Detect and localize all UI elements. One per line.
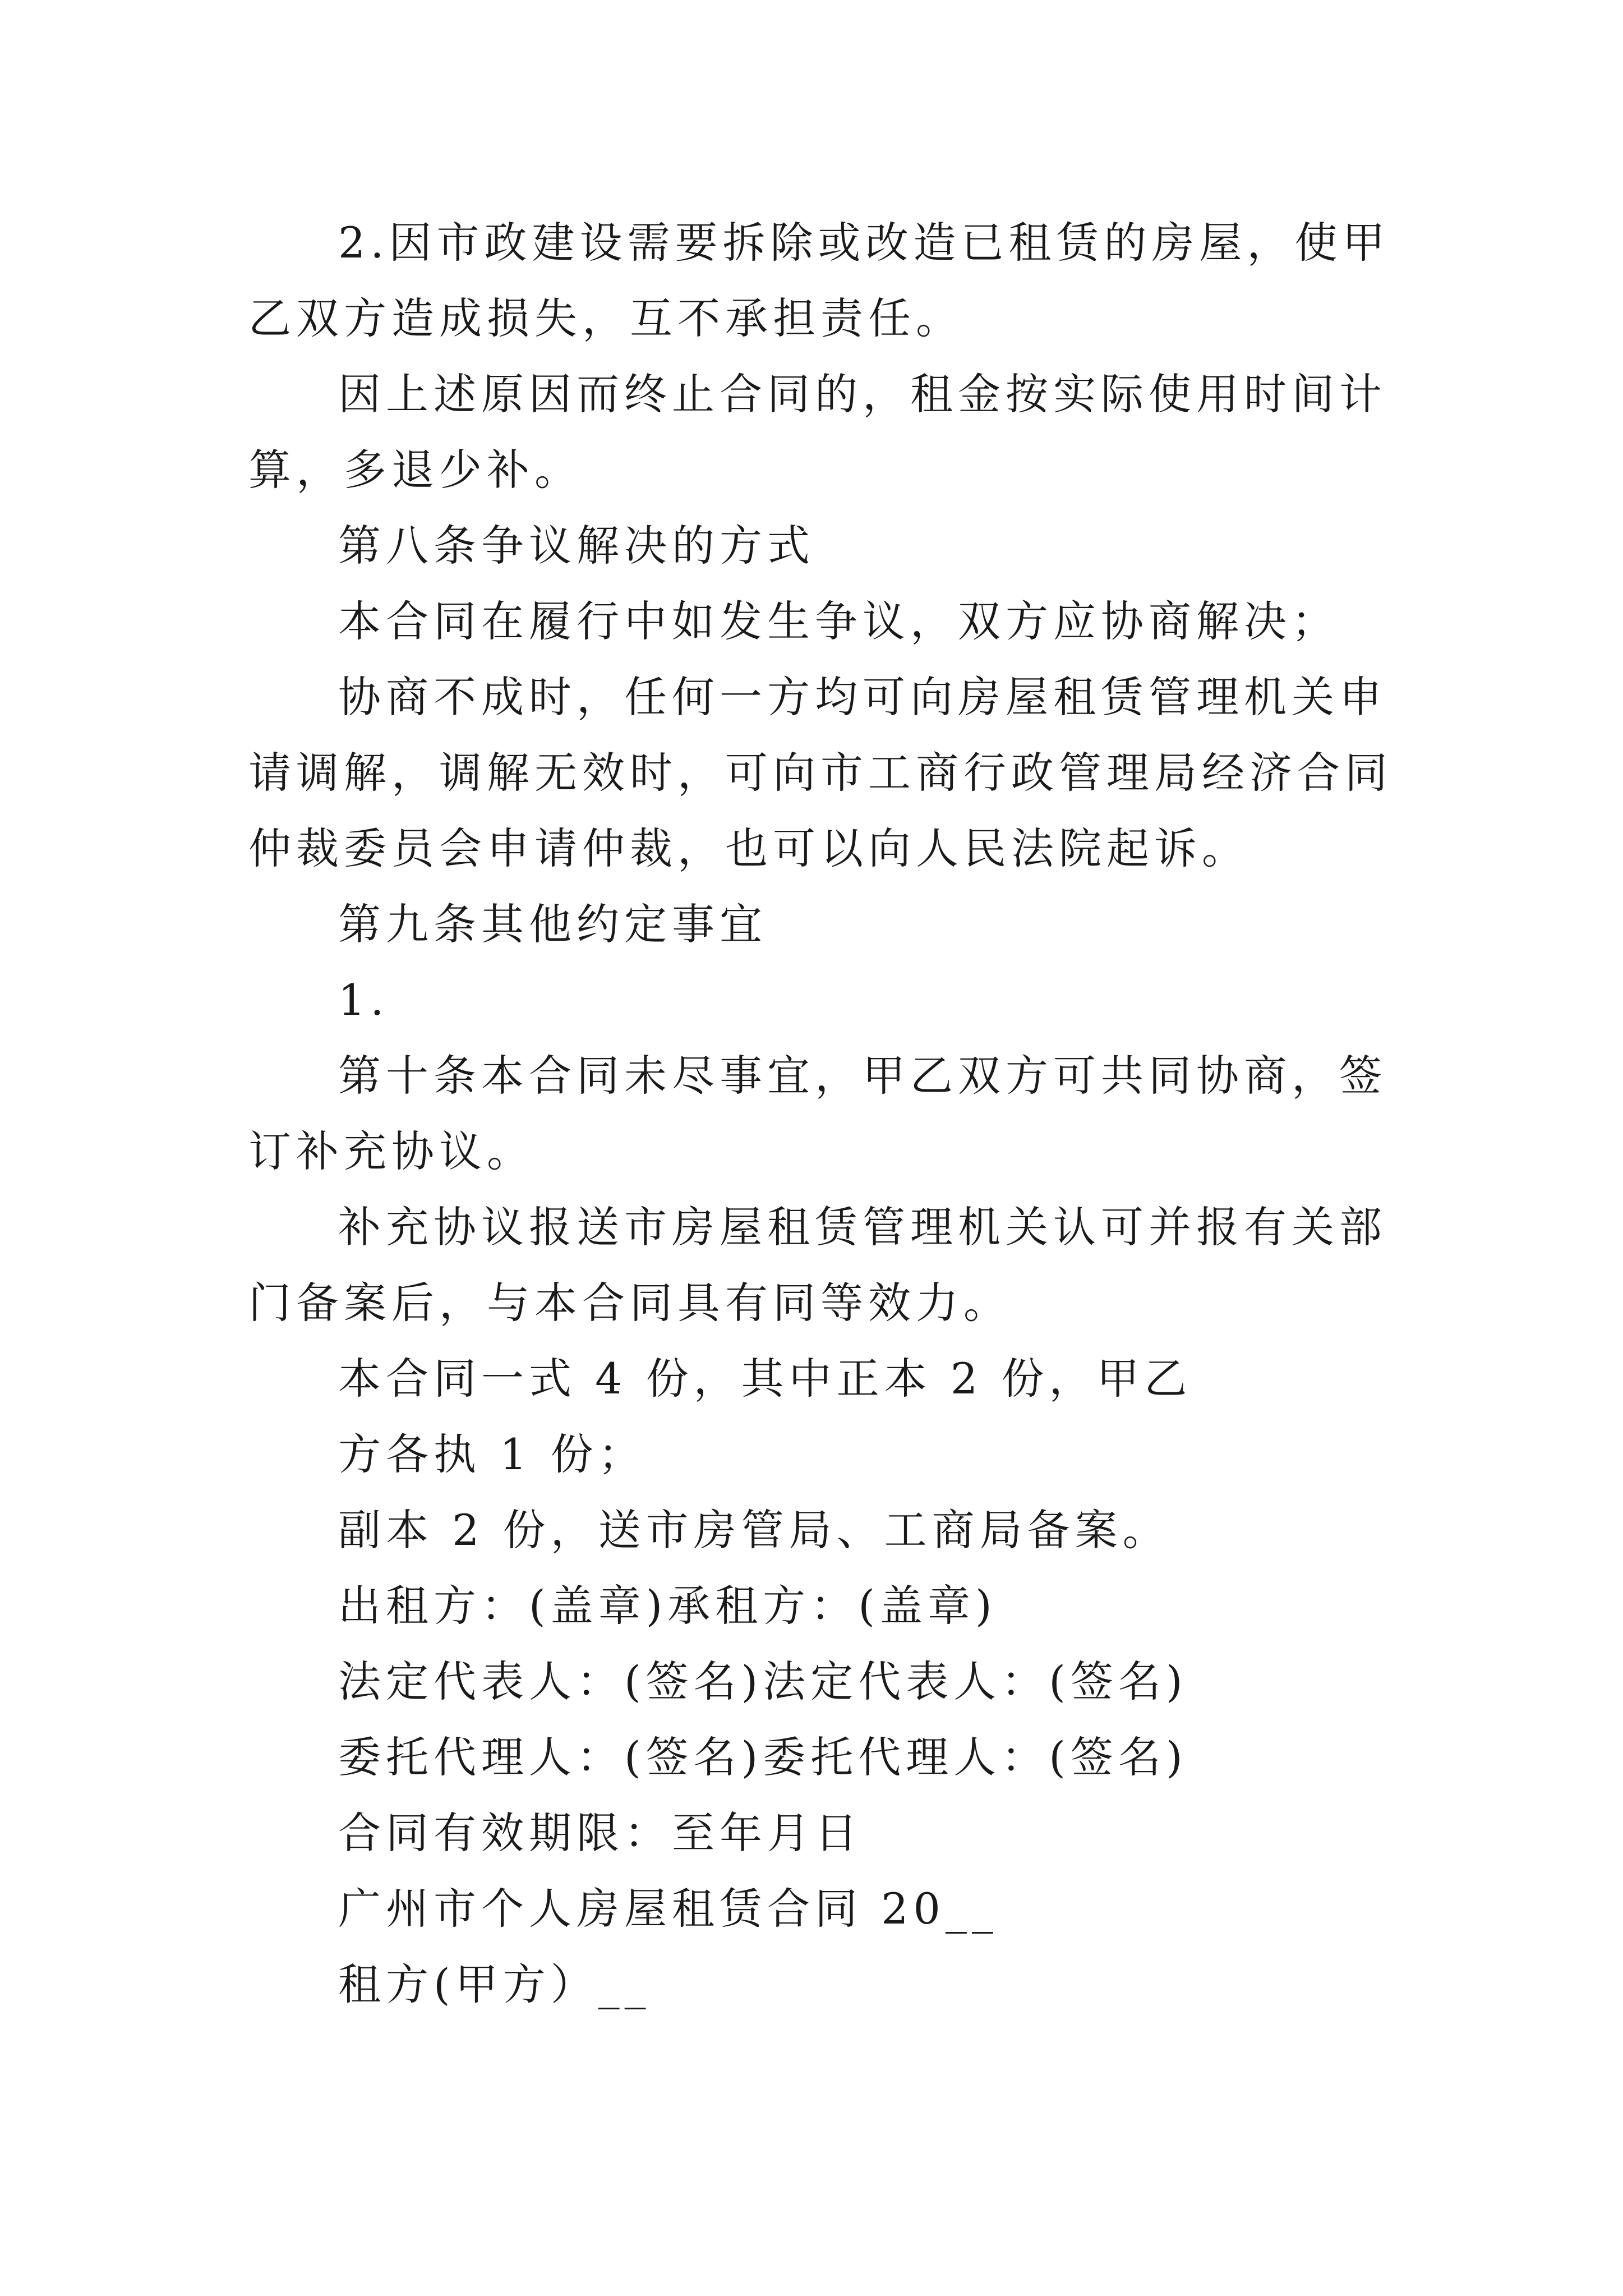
paragraph-item-1: 1. xyxy=(338,975,389,1025)
paragraph-rent-settlement: 因上述原因而终止合同的，租金按实际使用时间计算，多退少补。 xyxy=(248,369,1387,495)
heading-article-8: 第八条争议解决的方式 xyxy=(338,521,815,570)
paragraph-copies-duplicate: 副本 2 份，送市房管局、工商局备案。 xyxy=(338,1505,1170,1555)
contract-title-guangzhou: 广州市个人房屋租赁合同 20__ xyxy=(338,1884,998,1934)
paragraph-dispute-arbitration: 协商不成时，任何一方均可向房屋租赁管理机关申请调解，调解无效时，可向市工商行政管理局经济合同仲裁委员会申请仲裁，也可以向人民法院起诉。 xyxy=(248,672,1393,873)
signature-line-legal-rep: 法定代表人：(签名)法定代表人：(签名) xyxy=(338,1657,1188,1706)
signature-line-stamp: 出租方：(盖章)承租方：(盖章) xyxy=(338,1581,997,1631)
paragraph-supplement-filing: 补充协议报送市房屋租赁管理机关认可并报有关部门备案后，与本合同具有同等效力。 xyxy=(248,1202,1387,1328)
paragraph-dispute-negotiation: 本合同在履行中如发生争议，双方应协商解决； xyxy=(338,596,1339,646)
heading-article-9: 第九条其他约定事宜 xyxy=(338,899,767,949)
paragraph-copies-each: 方各执 1 份； xyxy=(338,1429,646,1479)
contract-validity-period: 合同有效期限：至年月日 xyxy=(338,1808,863,1858)
party-a-line: 租方(甲方）__ xyxy=(338,1959,651,2009)
heading-article-10: 第十条本合同未尽事宜，甲乙双方可共同协商，签订补充协议。 xyxy=(248,1051,1387,1176)
paragraph-demolition-clause: 2.因市政建设需要拆除或改造已租赁的房屋，使甲乙双方造成损失，互不承担责任。 xyxy=(248,218,1390,343)
paragraph-copies-original: 本合同一式 4 份，其中正本 2 份，甲乙 xyxy=(338,1354,1192,1404)
document-body xyxy=(248,205,1415,2022)
signature-line-agent: 委托代理人：(签名)委托代理人：(签名) xyxy=(338,1732,1188,1782)
